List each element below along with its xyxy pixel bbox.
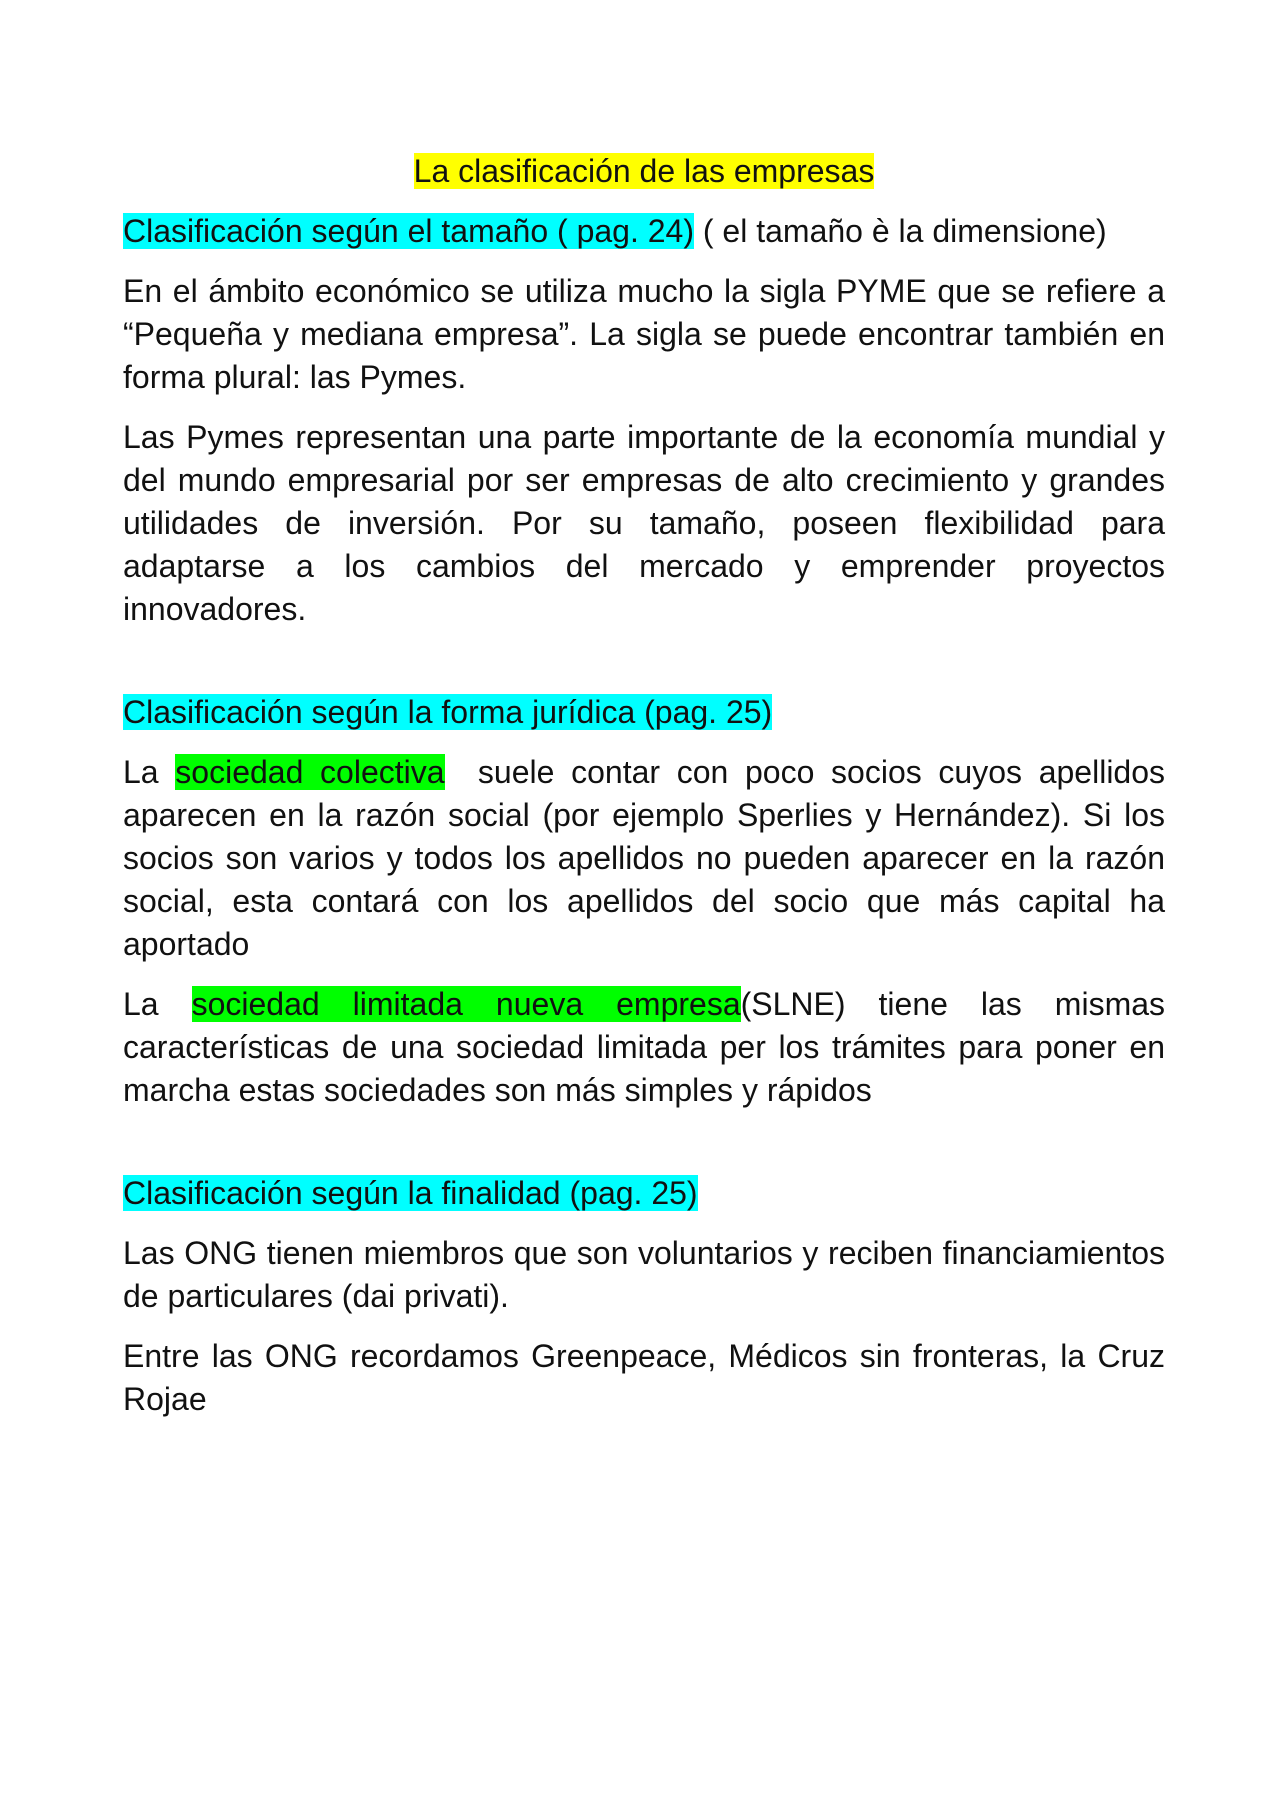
section-size-heading-note: ( el tamaño è la dimensione): [693, 213, 1107, 249]
paragraph-ong-examples: Entre las ONG recordamos Greenpeace, Médicos sin fronteras, la Cruz Rojae: [123, 1338, 1165, 1417]
document-page: [123, 150, 1174, 1438]
section-legal-form-heading: Clasificación según la forma jurídica (pag. 25): [123, 694, 773, 730]
document-title: [123, 150, 1165, 193]
paragraph-sociedad-colectiva: [123, 751, 1174, 966]
section-legal-form-heading-line: [123, 691, 1165, 734]
paragraph-pyme-definition: En el ámbito económico se utiliza mucho la sigla PYME que se refiere a “Pequeña y mediana empresa”. La sigla se puede encontrar también en forma plural: las Pymes.: [123, 273, 1165, 395]
section-purpose-heading-line: [123, 1172, 1165, 1215]
section-size-heading-line: [123, 210, 1165, 253]
section-purpose-heading: Clasificación según la finalidad (pag. 25): [123, 1175, 698, 1211]
paragraph-lead: La: [123, 754, 176, 790]
paragraph-ong-members: Las ONG tienen miembros que son voluntarios y reciben financiamientos de particulares (dai privati).: [123, 1235, 1165, 1314]
paragraph-lead: La: [123, 986, 192, 1022]
spacer: [123, 648, 1165, 691]
paragraph-body: suele contar con poco socios cuyos apellidos aparecen en la razón social (por ejemplo Sperlies y Hernández). Si los socios son varios y todos los apellidos no pueden aparecer en la razón social, esta contará con los apellidos del socio que más capital ha aportado: [123, 754, 1174, 962]
section-size-heading: Clasificación según el tamaño ( pag. 24): [123, 213, 694, 249]
paragraph-body: (SLNE) tiene las mismas características de una sociedad limitada per los trámites para poner en marcha estas sociedades son más simples y rápidos: [123, 986, 1166, 1108]
term-slne: sociedad limitada nueva empresa: [191, 986, 741, 1022]
document-title-text: La clasificación de las empresas: [413, 153, 875, 189]
spacer: [123, 1129, 1165, 1172]
paragraph-slne: [123, 983, 1165, 1112]
paragraph-pymes-importance: Las Pymes representan una parte importante de la economía mundial y del mundo empresarial por ser empresas de alto crecimiento y grandes utilidades de inversión. Por su tamaño, poseen flexibilidad para adaptarse a los cambios del mercado y emprender proyectos innovadores.: [123, 419, 1165, 627]
term-sociedad-colectiva: sociedad colectiva: [175, 754, 445, 790]
